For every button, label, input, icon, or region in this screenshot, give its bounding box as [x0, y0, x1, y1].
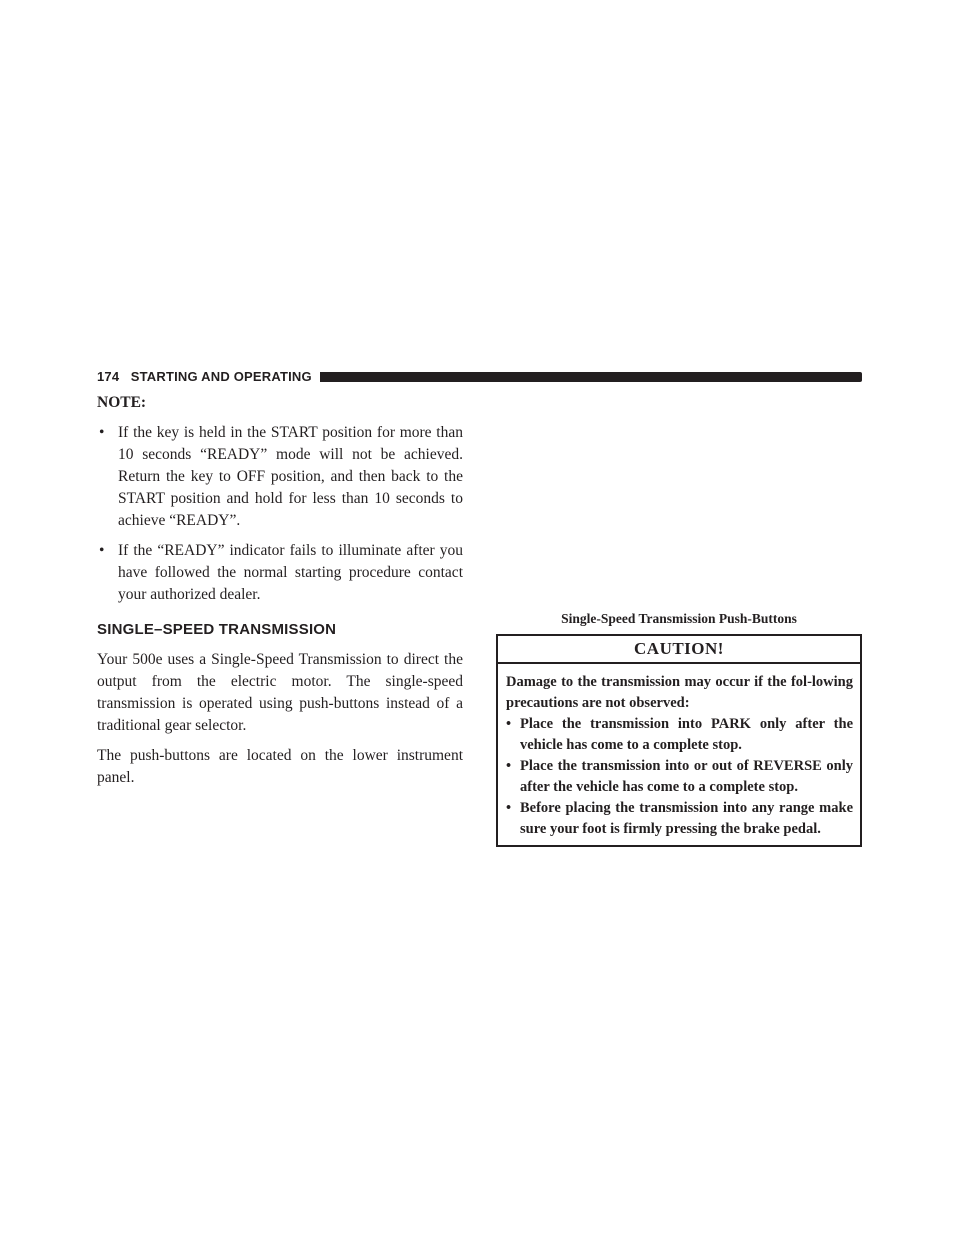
caution-bullet-text: Before placing the transmission into any range make sure your foot is firmly pressing the brake pedal.: [520, 800, 853, 837]
bullet-icon: •: [506, 716, 512, 732]
note-title: NOTE:: [97, 394, 147, 411]
note-bullet: [97, 540, 463, 606]
section-title: STARTING AND OPERATING: [130, 369, 312, 384]
left-column: [97, 392, 463, 797]
note-bullet-text: If the “READY” indicator fails to illuminate after you have followed the normal starting procedure contact your authorized dealer.: [118, 542, 463, 603]
caution-bullet-text: Place the transmission into PARK only after the vehicle has come to a complete stop.: [520, 716, 853, 753]
bullet-icon: •: [99, 424, 105, 441]
section-heading: SINGLE–SPEED TRANSMISSION: [97, 621, 337, 638]
bullet-icon: •: [506, 800, 512, 816]
running-header: [97, 369, 862, 385]
bullet-icon: •: [99, 542, 105, 559]
caution-bullet-text: Place the transmission into or out of REVERSE only after the vehicle has come to a complete stop.: [520, 758, 853, 795]
note-bullet: [97, 422, 463, 532]
note-bullet-text: If the key is held in the START position for more than 10 seconds “READY” mode will not be achieved. Return the key to OFF position, and then back to the START position and hold for less than 10 seconds to achieve “READY”.: [118, 424, 463, 529]
caution-body: [498, 664, 860, 840]
page-number: 174: [97, 369, 120, 384]
header-text: [97, 369, 312, 385]
caution-title: CAUTION!: [498, 636, 860, 664]
caution-intro: Damage to the transmission may occur if the fol-lowing precautions are not observed:: [506, 674, 853, 711]
figure-caption: Single-Speed Transmission Push-Buttons: [561, 611, 797, 626]
caution-bullet: [506, 756, 853, 798]
caution-bullet: [506, 714, 853, 756]
body-paragraph: Your 500e uses a Single-Speed Transmission to direct the output from the electric motor. The single-speed transmission is operated using push-buttons instead of a traditional gear selector.: [97, 651, 463, 734]
caution-bullet: [506, 798, 853, 840]
header-rule: [320, 372, 862, 382]
caution-box: [496, 634, 862, 847]
bullet-icon: •: [506, 758, 512, 774]
body-paragraph: The push-buttons are located on the lower instrument panel.: [97, 747, 463, 786]
